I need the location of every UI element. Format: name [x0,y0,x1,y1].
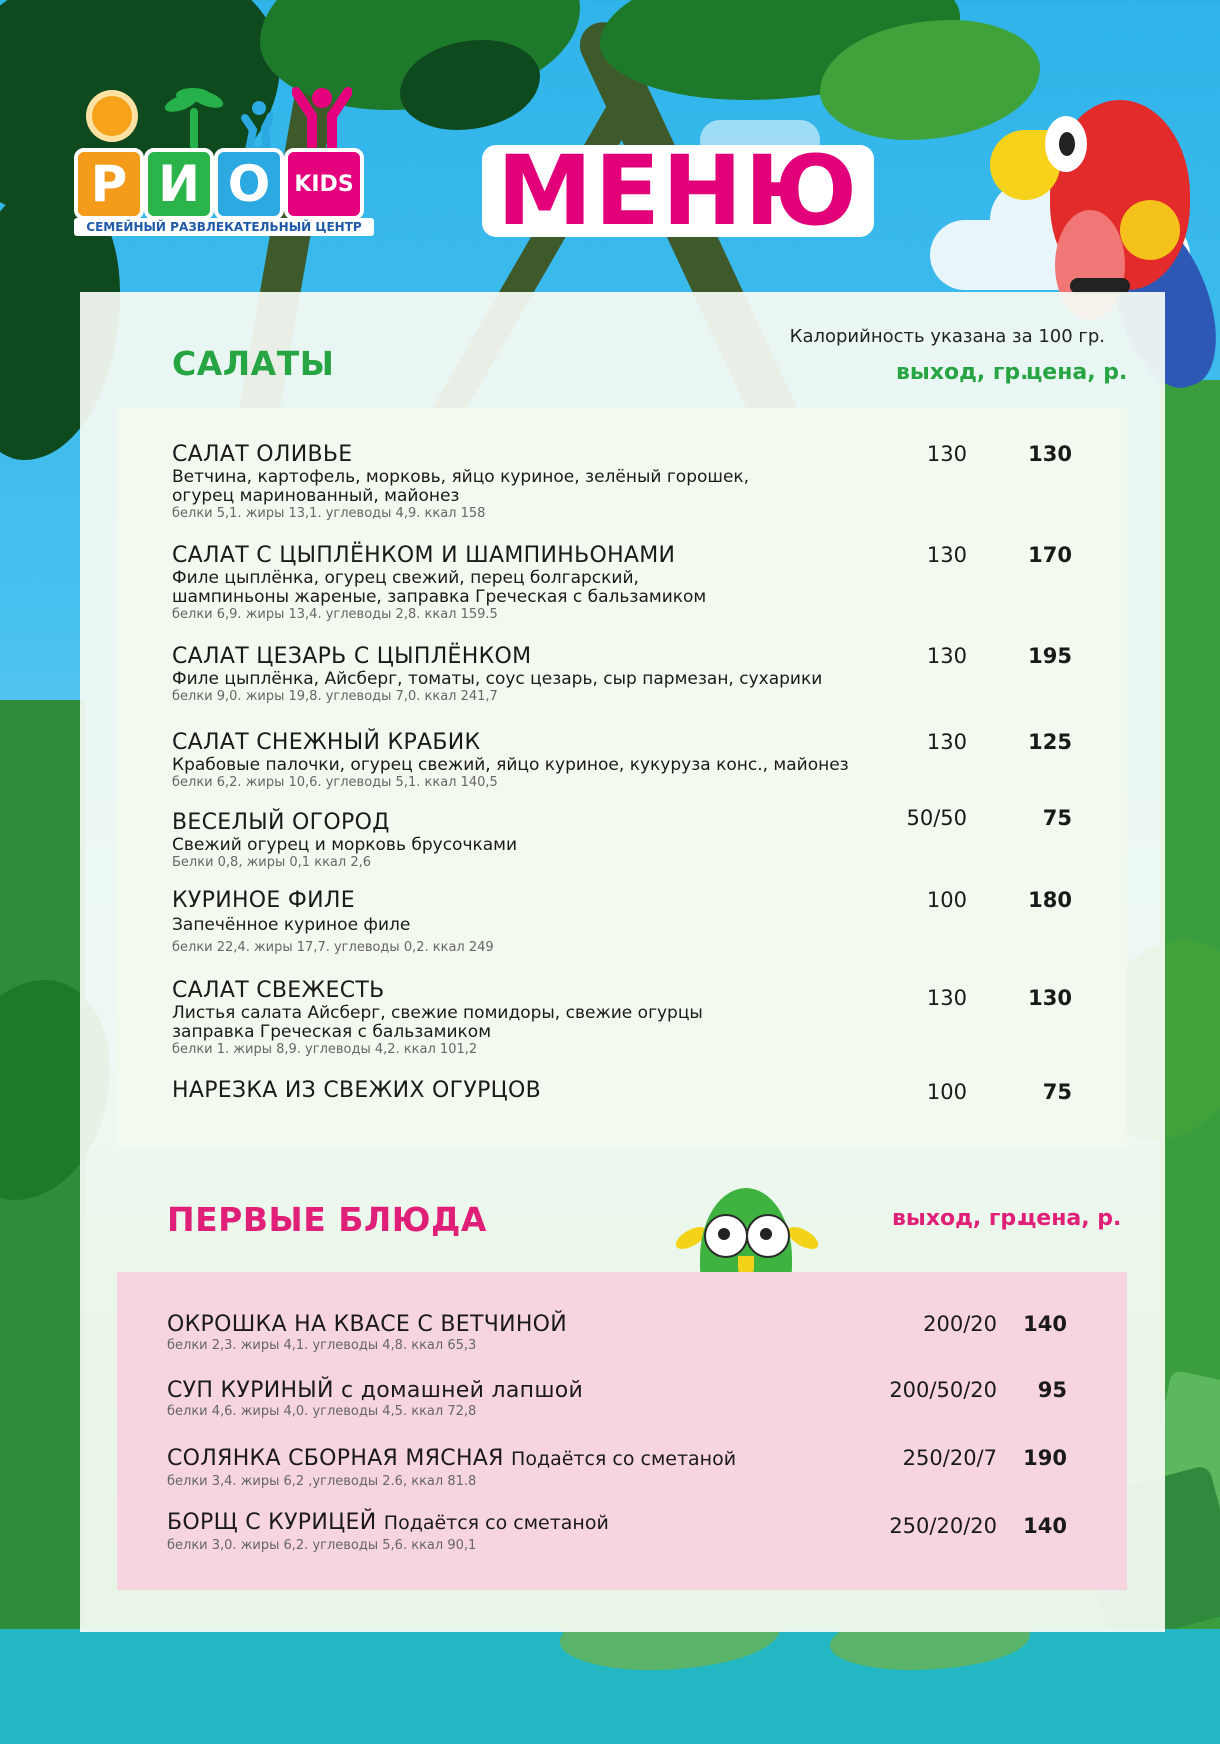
item-price: 130 [1028,442,1072,466]
item-description: шампиньоны жареные, заправка Греческая с бальзамиком [172,587,707,607]
item-name: КУРИНОЕ ФИЛЕ [172,888,355,913]
item-name: САЛАТ СВЕЖЕСТЬ [172,978,385,1003]
item-description: Ветчина, картофель, морковь, яйцо куриное, зелёный горошек, [172,467,750,487]
section-title-salads: САЛАТЫ [172,344,335,383]
item-name: СУП КУРИНЫЙ с домашней лапшой [167,1378,584,1403]
item-price: 195 [1028,644,1072,668]
logo-kids: KIDS [284,148,364,220]
item-weight: 100 [926,1080,967,1104]
item-price: 180 [1028,888,1072,912]
item-description: Филе цыплёнка, огурец свежий, перец болгарский, [172,568,639,588]
palm-tree-icon [164,88,224,148]
item-description: Филе цыплёнка, Айсберг, томаты, соус цезарь, сыр пармезан, сухарики [172,669,823,689]
item-nutrition: белки 22,4. жиры 17,7. углеводы 0,2. ккал 249 [172,940,494,955]
item-description: Крабовые палочки, огурец свежий, яйцо куриное, кукуруза конс., майонез [172,755,849,775]
item-description: Свежий огурец и морковь брусочками [172,835,518,855]
item-description: огурец маринованный, майонез [172,486,460,506]
salads-list-continued [117,408,1127,1148]
item-weight: 130 [926,543,967,567]
item-nutrition: белки 3,4. жиры 6,2 ,углеводы 2.6, ккал 81.8 [167,1474,477,1489]
item-weight: 50/50 [906,806,967,830]
page-title: МЕНЮ [496,135,860,247]
item-price: 140 [1023,1312,1067,1336]
child-figure-icon [239,100,273,150]
item-weight: 130 [926,644,967,668]
logo [74,80,374,240]
item-weight: 130 [926,442,967,466]
item-name [167,1446,736,1471]
logo-letter: Р [74,148,144,220]
item-price: 75 [1042,806,1072,830]
column-header-weight: выход, гр. [896,360,1029,385]
sun-icon [92,96,132,136]
item-name [167,1510,609,1535]
item-nutrition: белки 6,2. жиры 10,6. углеводы 5,1. ккал 140,5 [172,775,498,790]
item-description: Листья салата Айсберг, свежие помидоры, свежие огурцы [172,1003,703,1023]
logo-tagline: СЕМЕЙНЫЙ РАЗВЛЕКАТЕЛЬНЫЙ ЦЕНТР [74,218,374,236]
item-weight: 200/50/20 [889,1378,997,1402]
item-weight: 250/20/7 [902,1446,997,1470]
item-price: 125 [1028,730,1072,754]
item-note: Подаётся со сметаной [511,1448,737,1470]
item-weight: 130 [926,730,967,754]
item-name: САЛАТ ОЛИВЬЕ [172,442,353,467]
item-weight: 250/20/20 [889,1514,997,1538]
item-name: САЛАТ СНЕЖНЫЙ КРАБИК [172,730,481,755]
item-name-text: СОЛЯНКА СБОРНАЯ МЯСНАЯ [167,1446,504,1471]
item-nutrition: белки 1. жиры 8,9. углеводы 4,2. ккал 101,2 [172,1042,478,1057]
menu-title-plate [482,135,874,247]
child-figure-icon [292,86,352,156]
item-description: Запечённое куриное филе [172,915,411,935]
first-courses-list [117,1272,1127,1590]
section-title-first-courses: ПЕРВЫЕ БЛЮДА [167,1200,487,1239]
item-price: 95 [1037,1378,1067,1402]
item-nutrition: белки 6,9. жиры 13,4. углеводы 2,8. ккал 159.5 [172,607,498,622]
logo-letter: И [144,148,214,220]
item-weight: 200/20 [923,1312,997,1336]
item-nutrition: Белки 0,8, жиры 0,1 ккал 2,6 [172,855,371,870]
item-name: ВЕСЕЛЫЙ ОГОРОД [172,810,390,835]
column-header-price: цена, р. [1020,1206,1122,1231]
item-nutrition: белки 9,0. жиры 19,8. углеводы 7,0. ккал 241,7 [172,689,498,704]
calorie-note: Калорийность указана за 100 гр. [789,326,1105,347]
item-nutrition: белки 2,3. жиры 4,1. углеводы 4,8. ккал 65,3 [167,1338,477,1353]
item-name: НАРЕЗКА ИЗ СВЕЖИХ ОГУРЦОВ [172,1078,542,1103]
item-name: САЛАТ С ЦЫПЛЁНКОМ И ШАМПИНЬОНАМИ [172,543,676,568]
item-weight: 100 [926,888,967,912]
column-header-weight: выход, гр. [892,1206,1025,1231]
item-price: 130 [1028,986,1072,1010]
item-nutrition: белки 3,0. жиры 6,2. углеводы 5,6. ккал 90,1 [167,1538,477,1553]
item-nutrition: белки 5,1. жиры 13,1. углеводы 4,9. ккал 158 [172,506,486,521]
item-price: 170 [1028,543,1072,567]
item-nutrition: белки 4,6. жиры 4,0. углеводы 4,5. ккал 72,8 [167,1404,477,1419]
item-price: 140 [1023,1514,1067,1538]
item-price: 190 [1023,1446,1067,1470]
item-price: 75 [1042,1080,1072,1104]
item-weight: 130 [926,986,967,1010]
item-note: Подаётся со сметаной [383,1512,609,1534]
column-header-price: цена, р. [1026,360,1128,385]
item-name: САЛАТ ЦЕЗАРЬ С ЦЫПЛЁНКОМ [172,644,532,669]
item-description: заправка Греческая с бальзамиком [172,1022,492,1042]
item-name-text: БОРЩ С КУРИЦЕЙ [167,1510,377,1535]
item-name: ОКРОШКА НА КВАСЕ С ВЕТЧИНОЙ [167,1312,568,1337]
logo-letter: О [214,148,284,220]
first-courses-section [80,1160,1165,1632]
